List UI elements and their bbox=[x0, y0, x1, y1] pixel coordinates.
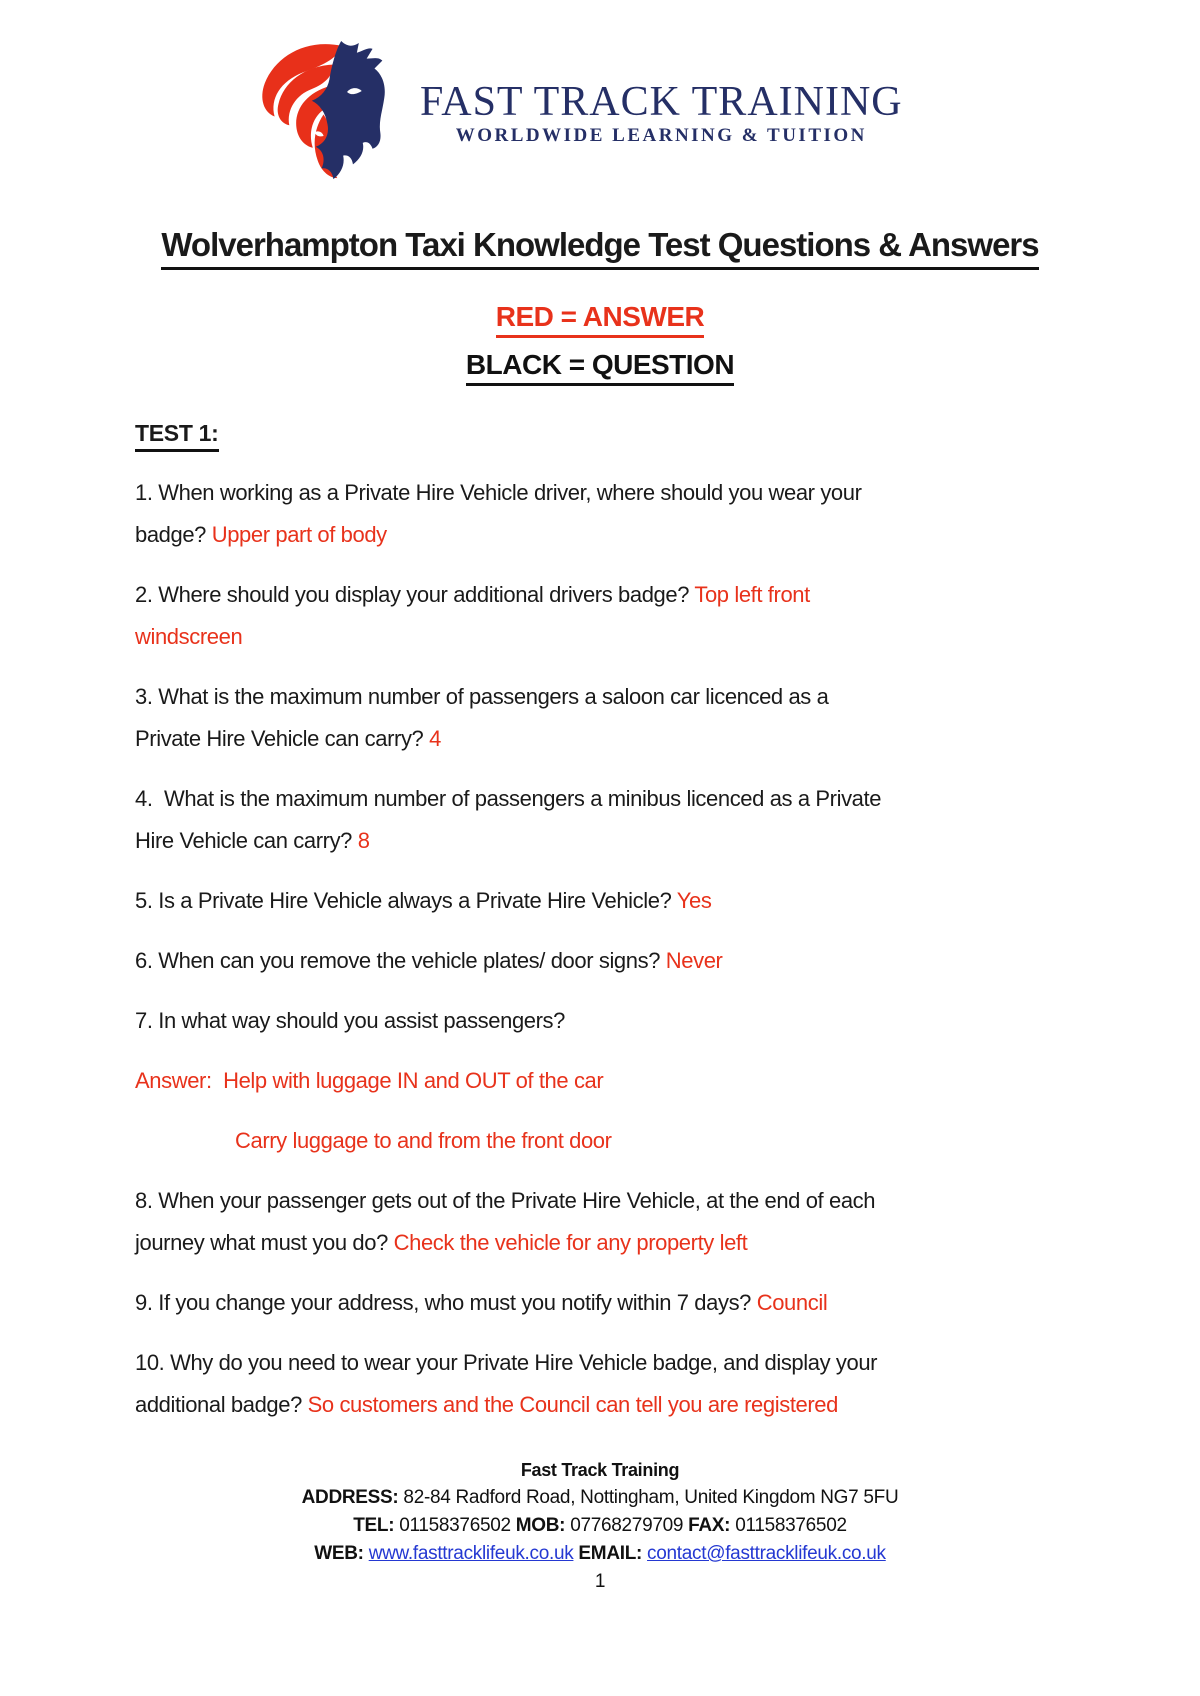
answer-text: Upper part of body bbox=[211, 522, 387, 547]
qa-paragraph bbox=[135, 1342, 1075, 1426]
qa-line bbox=[135, 472, 1075, 514]
qa-line bbox=[135, 1000, 1075, 1042]
page-number: 1 bbox=[594, 1571, 606, 1592]
footer-address-line bbox=[0, 1484, 1200, 1512]
qa-paragraph bbox=[135, 880, 1075, 922]
email-label: EMAIL: bbox=[578, 1543, 643, 1564]
footer-company: Fast Track Training bbox=[520, 1460, 680, 1480]
qa-paragraph bbox=[135, 1180, 1075, 1264]
question-text: Hire Vehicle can carry? bbox=[135, 828, 358, 853]
brand-tagline: WORLDWIDE LEARNING & TUITION bbox=[455, 125, 867, 146]
qa-paragraph bbox=[135, 1120, 1075, 1162]
question-text: 6. When can you remove the vehicle plates/ door signs? bbox=[135, 948, 666, 973]
qa-paragraph bbox=[135, 940, 1075, 982]
qa-paragraph bbox=[135, 1000, 1075, 1042]
answer-text: Check the vehicle for any property left bbox=[393, 1230, 748, 1255]
answer-text: Never bbox=[665, 948, 723, 973]
answer-text: Council bbox=[756, 1290, 828, 1315]
question-text: 9. If you change your address, who must you notify within 7 days? bbox=[135, 1290, 757, 1315]
website-link[interactable]: www.fasttracklifeuk.co.uk bbox=[368, 1543, 574, 1564]
brand-text bbox=[420, 81, 903, 147]
answer-text: So customers and the Council can tell you are registered bbox=[307, 1392, 838, 1417]
qa-paragraph bbox=[135, 676, 1075, 760]
qa-line bbox=[135, 514, 1075, 556]
address-label: ADDRESS: bbox=[301, 1487, 399, 1508]
qa-line bbox=[135, 940, 1075, 982]
question-text: 2. Where should you display your additional drivers badge? bbox=[135, 582, 695, 607]
answer-text: Answer: Help with luggage IN and OUT of the car bbox=[135, 1068, 604, 1093]
qa-list bbox=[135, 472, 1075, 1444]
qa-paragraph bbox=[135, 1282, 1075, 1324]
qa-line bbox=[135, 1384, 1075, 1426]
legend-black-text: BLACK = QUESTION bbox=[466, 349, 734, 386]
legend-black-row bbox=[0, 349, 1200, 386]
qa-paragraph bbox=[135, 778, 1075, 862]
web-label: WEB: bbox=[314, 1543, 364, 1564]
tel-value: 01158376502 bbox=[394, 1515, 516, 1536]
question-text: 8. When your passenger gets out of the Private Hire Vehicle, at the end of each bbox=[135, 1188, 876, 1213]
question-text: 10. Why do you need to wear your Private Hire Vehicle badge, and display your bbox=[135, 1350, 878, 1375]
mob-label: MOB: bbox=[515, 1515, 566, 1536]
mob-value: 07768279709 bbox=[565, 1515, 689, 1536]
qa-line bbox=[135, 1222, 1075, 1264]
brand-name: FAST TRACK TRAINING bbox=[420, 79, 903, 125]
question-text: journey what must you do? bbox=[135, 1230, 394, 1255]
question-text: additional badge? bbox=[135, 1392, 308, 1417]
answer-text: Top left front bbox=[694, 582, 810, 607]
answer-text: 8 bbox=[357, 828, 370, 853]
email-link[interactable]: contact@fasttracklifeuk.co.uk bbox=[647, 1543, 886, 1564]
qa-line bbox=[135, 616, 1075, 658]
question-text: 4. What is the maximum number of passengers a minibus licenced as a Private bbox=[135, 786, 882, 811]
qa-paragraph bbox=[135, 472, 1075, 556]
fax-label: FAX: bbox=[688, 1515, 731, 1536]
question-text: 1. When working as a Private Hire Vehicle driver, where should you wear your bbox=[135, 480, 862, 505]
answer-text: Carry luggage to and from the front door bbox=[235, 1128, 612, 1153]
qa-line bbox=[135, 574, 1075, 616]
section-heading: TEST 1: bbox=[135, 420, 219, 452]
lion-head-icon bbox=[256, 38, 398, 190]
address-value: 82-84 Radford Road, Nottingham, United Kingdom NG7 5FU bbox=[398, 1487, 899, 1508]
question-text: 5. Is a Private Hire Vehicle always a Private Hire Vehicle? bbox=[135, 888, 677, 913]
qa-line bbox=[135, 1060, 1075, 1102]
qa-line bbox=[135, 1180, 1075, 1222]
page-title-row bbox=[0, 226, 1200, 270]
qa-paragraph bbox=[135, 574, 1075, 658]
footer-phone-line bbox=[0, 1512, 1200, 1540]
qa-line bbox=[135, 718, 1075, 760]
brand-logo bbox=[256, 38, 903, 190]
answer-text: 4 bbox=[429, 726, 441, 751]
qa-line bbox=[135, 820, 1075, 862]
page-title: Wolverhampton Taxi Knowledge Test Questions & Answers bbox=[161, 226, 1038, 270]
question-text: 7. In what way should you assist passengers? bbox=[135, 1008, 565, 1033]
question-text: 3. What is the maximum number of passengers a saloon car licenced as a bbox=[135, 684, 829, 709]
legend-red-row bbox=[0, 301, 1200, 338]
qa-line bbox=[135, 1342, 1075, 1384]
question-text: badge? bbox=[135, 522, 212, 547]
footer-web-line bbox=[0, 1540, 1200, 1568]
question-text: Private Hire Vehicle can carry? bbox=[135, 726, 430, 751]
qa-line bbox=[135, 880, 1075, 922]
qa-line bbox=[135, 1282, 1075, 1324]
qa-line bbox=[135, 778, 1075, 820]
answer-text: windscreen bbox=[135, 624, 243, 649]
legend-red-text: RED = ANSWER bbox=[496, 301, 704, 338]
fax-value: 01158376502 bbox=[730, 1515, 847, 1536]
answer-text: Yes bbox=[676, 888, 712, 913]
page-footer bbox=[0, 1456, 1200, 1596]
tel-label: TEL: bbox=[353, 1515, 395, 1536]
section-heading-row bbox=[135, 420, 219, 452]
qa-paragraph bbox=[135, 1060, 1075, 1102]
qa-line bbox=[235, 1120, 1075, 1162]
qa-line bbox=[135, 676, 1075, 718]
